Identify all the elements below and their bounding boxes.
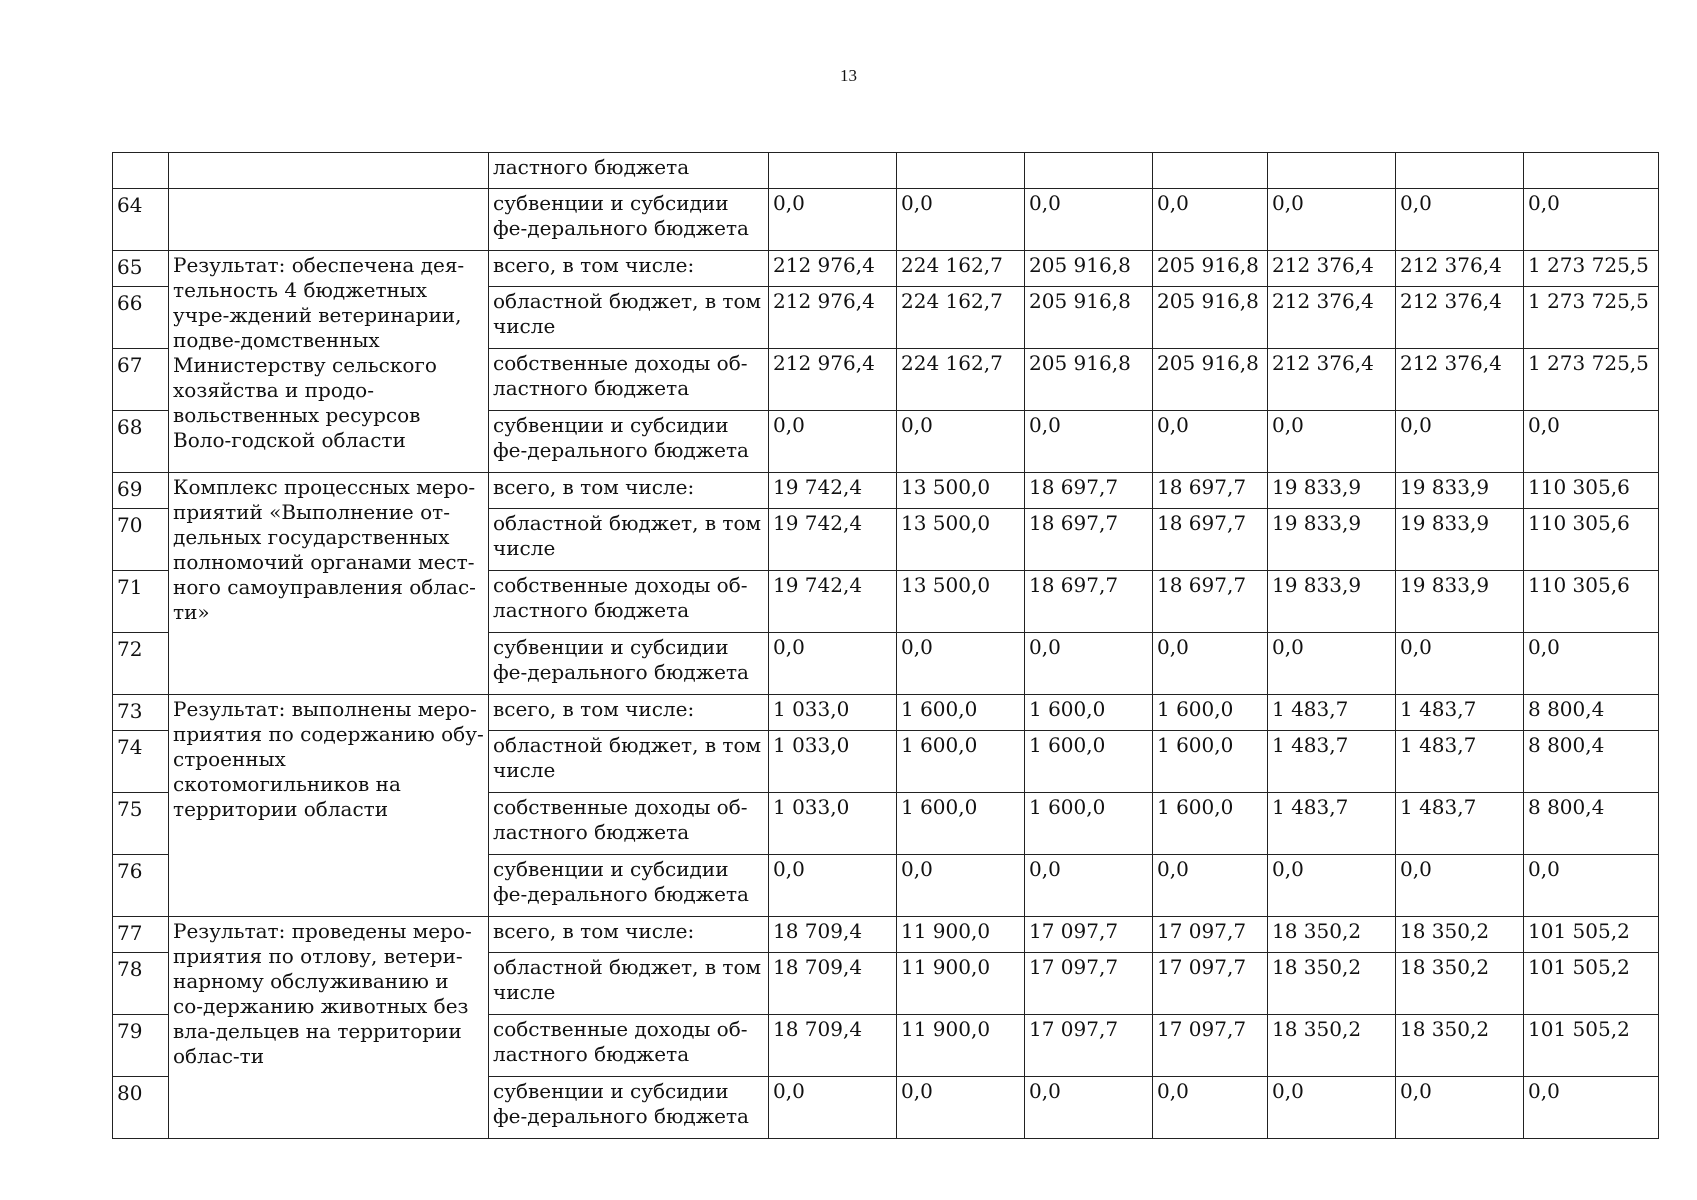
value-cell: 17 097,7 [1153,953,1268,1015]
value-cell: 0,0 [1268,633,1396,695]
value-cell: 19 833,9 [1396,509,1524,571]
row-number-cell: 69 [113,473,169,509]
source-cell: субвенции и субсидии фе-дерального бюджета [489,855,769,917]
row-number-cell: 71 [113,571,169,633]
description-cell: Результат: выполнены меро-приятия по содержанию обу-строенных скотомогильников на территории области [169,695,489,917]
value-cell: 212 976,4 [769,349,897,411]
value-cell: 8 800,4 [1524,731,1659,793]
value-cell: 212 376,4 [1268,251,1396,287]
value-cell: 212 376,4 [1268,349,1396,411]
value-cell: 1 600,0 [1025,793,1153,855]
value-cell: 212 976,4 [769,251,897,287]
value-cell: 1 600,0 [1153,695,1268,731]
value-cell: 212 376,4 [1268,287,1396,349]
value-cell: 0,0 [1524,411,1659,473]
budget-table [112,152,1659,1139]
value-cell: 19 742,4 [769,571,897,633]
value-cell: 0,0 [897,633,1025,695]
row-number-cell: 79 [113,1015,169,1077]
source-cell: областной бюджет, в том числе [489,953,769,1015]
description-cell [169,153,489,189]
value-cell: 0,0 [769,411,897,473]
value-cell: 0,0 [1524,855,1659,917]
table-row [113,473,1659,509]
value-cell: 11 900,0 [897,1015,1025,1077]
value-cell: 110 305,6 [1524,473,1659,509]
value-cell: 1 033,0 [769,695,897,731]
description-cell: Результат: обеспечена дея-тельность 4 бюджетных учре-ждений ветеринарии, подве-домственных Министерству сельского хозяйства и продо-вольственных ресурсов Воло-годской области [169,251,489,473]
value-cell: 1 483,7 [1396,731,1524,793]
value-cell: 1 600,0 [1025,695,1153,731]
value-cell: 18 697,7 [1153,509,1268,571]
value-cell: 205 916,8 [1025,251,1153,287]
row-number-cell: 65 [113,251,169,287]
description-cell: Комплекс процессных меро-приятий «Выполнение от-дельных государственных полномочий органами мест-ного самоуправления облас-ти» [169,473,489,695]
table-row [113,917,1659,953]
value-cell: 19 833,9 [1396,571,1524,633]
value-cell: 212 976,4 [769,287,897,349]
value-cell: 0,0 [769,1077,897,1139]
row-number-cell: 76 [113,855,169,917]
value-cell: 1 600,0 [897,793,1025,855]
value-cell: 8 800,4 [1524,793,1659,855]
value-cell: 1 600,0 [897,731,1025,793]
value-cell: 205 916,8 [1025,287,1153,349]
value-cell: 18 709,4 [769,917,897,953]
value-cell: 0,0 [1396,855,1524,917]
value-cell: 0,0 [769,633,897,695]
row-number-cell: 73 [113,695,169,731]
value-cell: 101 505,2 [1524,1015,1659,1077]
row-number-cell [113,153,169,189]
value-cell: 0,0 [1025,633,1153,695]
source-cell: всего, в том числе: [489,473,769,509]
source-cell: ластного бюджета [489,153,769,189]
value-cell: 0,0 [1153,189,1268,251]
source-cell: собственные доходы об-ластного бюджета [489,1015,769,1077]
table-row [113,695,1659,731]
value-cell: 11 900,0 [897,953,1025,1015]
value-cell: 1 033,0 [769,731,897,793]
value-cell: 0,0 [1524,1077,1659,1139]
value-cell: 1 600,0 [1025,731,1153,793]
value-cell: 224 162,7 [897,349,1025,411]
value-cell: 11 900,0 [897,917,1025,953]
value-cell: 0,0 [1025,855,1153,917]
source-cell: субвенции и субсидии фе-дерального бюджета [489,189,769,251]
value-cell: 0,0 [1268,1077,1396,1139]
description-cell [169,189,489,251]
value-cell: 0,0 [1153,1077,1268,1139]
value-cell: 0,0 [897,411,1025,473]
value-cell: 19 833,9 [1268,473,1396,509]
value-cell: 18 709,4 [769,1015,897,1077]
value-cell: 0,0 [1153,411,1268,473]
value-cell: 205 916,8 [1153,251,1268,287]
description-cell: Результат: проведены меро-приятия по отлову, ветери-нарному обслуживанию и со-держанию животных без вла-дельцев на территории облас-ти [169,917,489,1139]
value-cell: 18 350,2 [1396,1015,1524,1077]
row-number-cell: 78 [113,953,169,1015]
value-cell: 19 833,9 [1268,571,1396,633]
value-cell: 17 097,7 [1025,917,1153,953]
value-cell: 19 833,9 [1396,473,1524,509]
source-cell: субвенции и субсидии фе-дерального бюджета [489,1077,769,1139]
value-cell: 110 305,6 [1524,509,1659,571]
value-cell: 18 697,7 [1153,571,1268,633]
value-cell: 101 505,2 [1524,953,1659,1015]
value-cell: 0,0 [1396,189,1524,251]
source-cell: всего, в том числе: [489,251,769,287]
row-number-cell: 75 [113,793,169,855]
table-row [113,251,1659,287]
value-cell: 0,0 [1268,411,1396,473]
value-cell: 8 800,4 [1524,695,1659,731]
value-cell: 0,0 [1268,855,1396,917]
value-cell: 1 273 725,5 [1524,349,1659,411]
value-cell: 19 742,4 [769,509,897,571]
value-cell [1268,153,1396,189]
value-cell: 110 305,6 [1524,571,1659,633]
value-cell [897,153,1025,189]
source-cell: собственные доходы об-ластного бюджета [489,571,769,633]
value-cell: 17 097,7 [1025,953,1153,1015]
value-cell: 18 709,4 [769,953,897,1015]
value-cell: 0,0 [897,1077,1025,1139]
value-cell: 205 916,8 [1153,287,1268,349]
value-cell: 18 350,2 [1396,953,1524,1015]
value-cell: 0,0 [769,189,897,251]
value-cell: 101 505,2 [1524,917,1659,953]
value-cell: 205 916,8 [1153,349,1268,411]
value-cell: 18 697,7 [1153,473,1268,509]
row-number-cell: 77 [113,917,169,953]
source-cell: областной бюджет, в том числе [489,731,769,793]
value-cell: 0,0 [1268,189,1396,251]
value-cell: 0,0 [1153,633,1268,695]
row-number-cell: 67 [113,349,169,411]
source-cell: субвенции и субсидии фе-дерального бюджета [489,411,769,473]
value-cell [769,153,897,189]
value-cell: 13 500,0 [897,473,1025,509]
page-number: 13 [840,66,857,85]
value-cell: 18 350,2 [1268,953,1396,1015]
value-cell: 1 483,7 [1268,695,1396,731]
value-cell: 0,0 [1396,1077,1524,1139]
value-cell: 13 500,0 [897,571,1025,633]
value-cell: 18 697,7 [1025,571,1153,633]
value-cell: 212 376,4 [1396,287,1524,349]
row-number-cell: 74 [113,731,169,793]
value-cell: 17 097,7 [1153,1015,1268,1077]
value-cell: 18 697,7 [1025,509,1153,571]
value-cell: 0,0 [1025,1077,1153,1139]
value-cell: 1 273 725,5 [1524,287,1659,349]
value-cell: 1 483,7 [1396,793,1524,855]
value-cell: 0,0 [1396,633,1524,695]
value-cell: 19 742,4 [769,473,897,509]
value-cell: 1 600,0 [897,695,1025,731]
value-cell: 1 600,0 [1153,793,1268,855]
value-cell: 224 162,7 [897,251,1025,287]
source-cell: собственные доходы об-ластного бюджета [489,793,769,855]
value-cell: 19 833,9 [1268,509,1396,571]
value-cell [1396,153,1524,189]
value-cell: 1 483,7 [1268,731,1396,793]
value-cell: 13 500,0 [897,509,1025,571]
value-cell: 1 483,7 [1396,695,1524,731]
value-cell: 212 376,4 [1396,349,1524,411]
value-cell: 0,0 [1524,633,1659,695]
source-cell: областной бюджет, в том числе [489,287,769,349]
source-cell: собственные доходы об-ластного бюджета [489,349,769,411]
value-cell: 205 916,8 [1025,349,1153,411]
source-cell: субвенции и субсидии фе-дерального бюджета [489,633,769,695]
source-cell: всего, в том числе: [489,695,769,731]
value-cell: 0,0 [1025,411,1153,473]
value-cell: 224 162,7 [897,287,1025,349]
value-cell: 18 350,2 [1268,917,1396,953]
source-cell: всего, в том числе: [489,917,769,953]
value-cell [1025,153,1153,189]
value-cell: 18 350,2 [1268,1015,1396,1077]
value-cell: 0,0 [1153,855,1268,917]
value-cell: 1 600,0 [1153,731,1268,793]
value-cell: 0,0 [769,855,897,917]
row-number-cell: 66 [113,287,169,349]
value-cell: 17 097,7 [1153,917,1268,953]
value-cell: 0,0 [1396,411,1524,473]
value-cell: 1 273 725,5 [1524,251,1659,287]
source-cell: областной бюджет, в том числе [489,509,769,571]
value-cell: 1 033,0 [769,793,897,855]
value-cell: 0,0 [897,189,1025,251]
table-body [113,153,1659,1139]
value-cell: 18 697,7 [1025,473,1153,509]
value-cell [1153,153,1268,189]
continuation-row [113,153,1659,189]
value-cell: 0,0 [1025,189,1153,251]
value-cell [1524,153,1659,189]
row-number-cell: 72 [113,633,169,695]
table-row [113,189,1659,251]
row-number-cell: 64 [113,189,169,251]
value-cell: 18 350,2 [1396,917,1524,953]
row-number-cell: 70 [113,509,169,571]
row-number-cell: 68 [113,411,169,473]
row-number-cell: 80 [113,1077,169,1139]
value-cell: 0,0 [1524,189,1659,251]
value-cell: 1 483,7 [1268,793,1396,855]
value-cell: 212 376,4 [1396,251,1524,287]
value-cell: 17 097,7 [1025,1015,1153,1077]
value-cell: 0,0 [897,855,1025,917]
